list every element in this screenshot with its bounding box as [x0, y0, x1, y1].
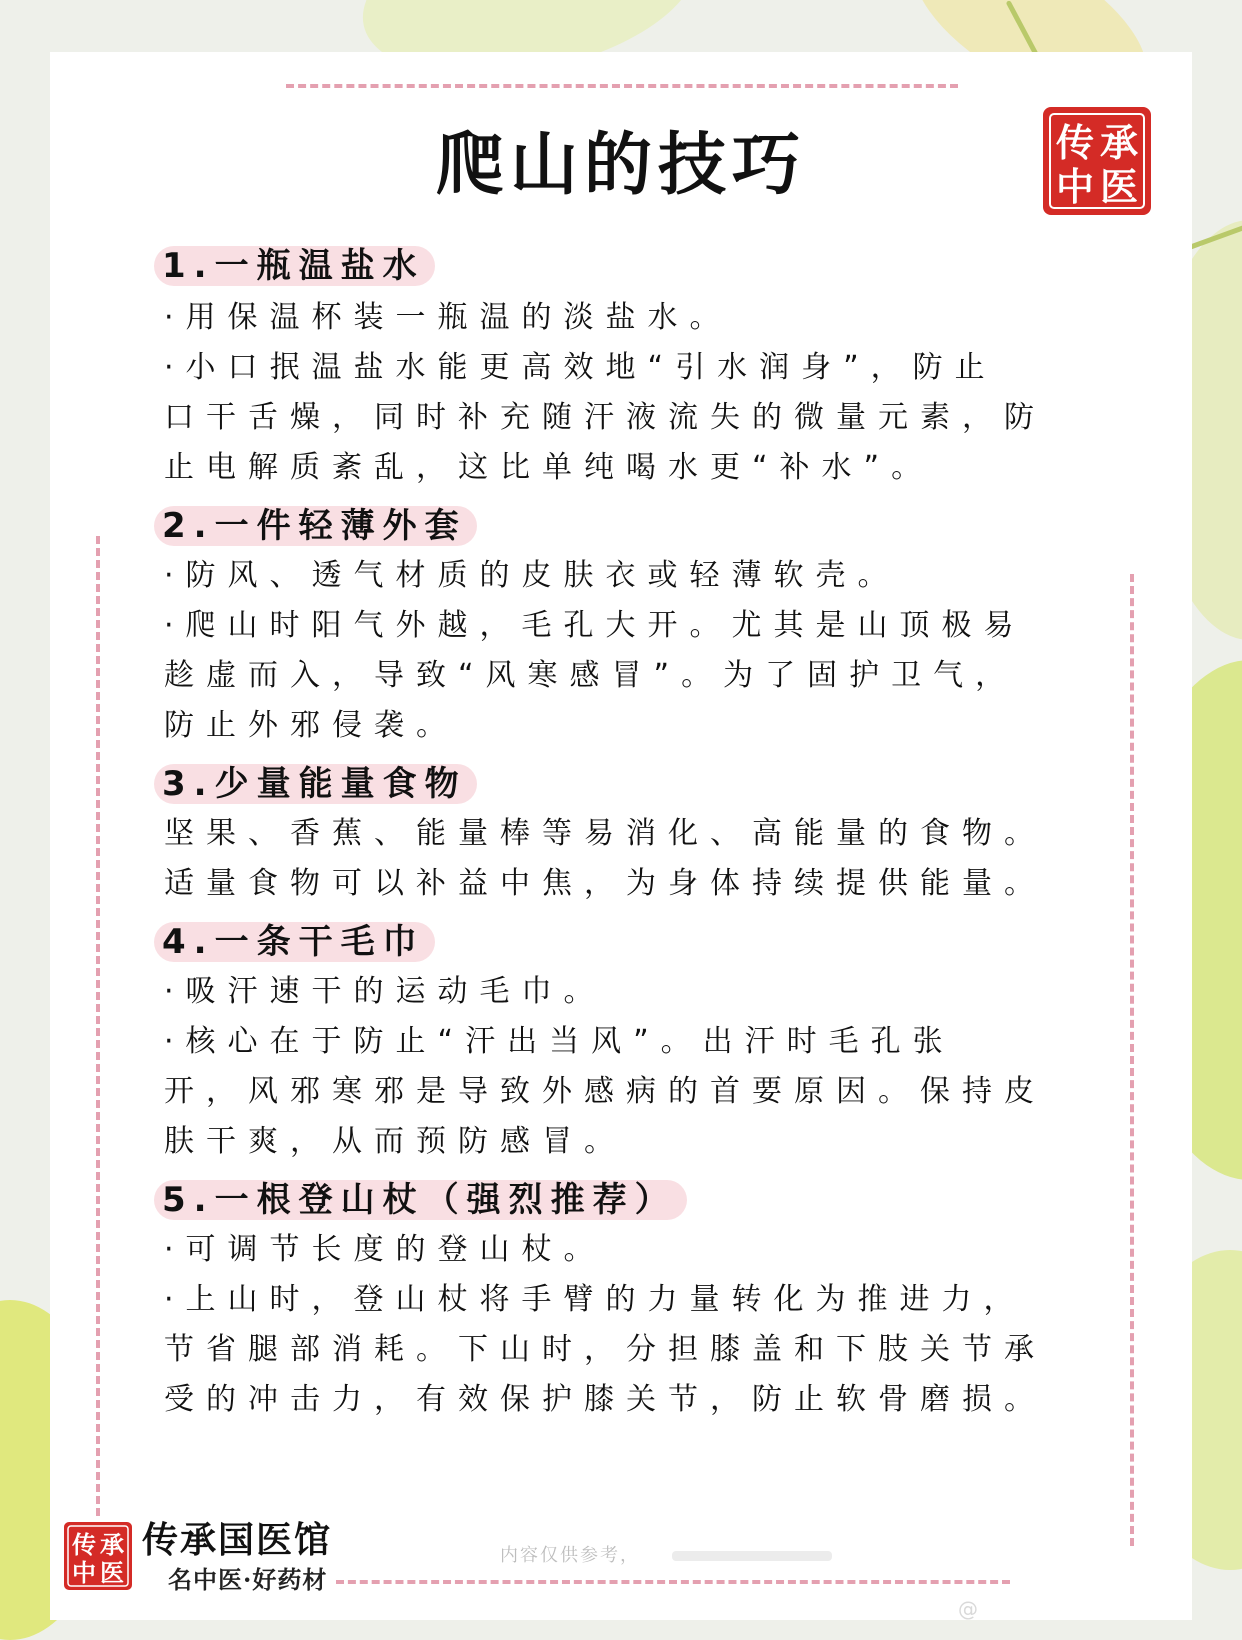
disclaimer-text: 内容仅供参考，: [500, 1545, 640, 1566]
section-line: 止电解质紊乱，这比单纯喝水更“补水”。: [164, 450, 934, 485]
redacted-text: [672, 1551, 832, 1561]
top-dashed-divider: [286, 84, 958, 88]
section-line: 口干舌燥，同时补充随汗液流失的微量元素，防: [164, 400, 1046, 435]
svg-text:中: 中: [1055, 164, 1095, 209]
svg-text:中: 中: [72, 1558, 96, 1587]
section-line: ·防风、透气材质的皮肤衣或轻薄软壳。: [164, 558, 900, 593]
svg-text:医: 医: [100, 1558, 124, 1587]
section-line: 防止外邪侵袭。: [164, 708, 458, 743]
brand-slogan: 名中医·好药材: [168, 1565, 328, 1594]
section-line: ·爬山时阳气外越，毛孔大开。尤其是山顶极易: [164, 608, 1026, 643]
page-title: 爬山的技巧: [435, 126, 806, 205]
section-heading: 3.少量能量食物: [154, 764, 477, 804]
section-heading: 1.一瓶温盐水: [154, 246, 435, 286]
section-heading: 2.一件轻薄外套: [154, 506, 477, 546]
section-line: 适量食物可以补益中焦，为身体持续提供能量。: [164, 866, 1046, 901]
section-line: ·上山时，登山杖将手臂的力量转化为推进力，: [164, 1282, 1026, 1317]
section-heading: 5.一根登山杖（强烈推荐）: [154, 1180, 687, 1220]
left-dashed-border: [96, 536, 100, 1516]
svg-text:传: 传: [1055, 120, 1095, 165]
section-line: ·用保温杯装一瓶温的淡盐水。: [164, 300, 732, 335]
brand-seal-logo: [62, 1520, 134, 1592]
section-line: ·吸汗速干的运动毛巾。: [164, 974, 606, 1009]
section-line: ·可调节长度的登山杖。: [164, 1232, 606, 1267]
section-line: ·核心在于防止“汗出当风”。出汗时毛孔张: [164, 1024, 955, 1059]
section-line: 受的冲击力，有效保护膝关节，防止软骨磨损。: [164, 1382, 1046, 1417]
section-line: 趁虚而入，导致“风寒感冒”。为了固护卫气，: [164, 658, 1018, 693]
section-line: ·小口抿温盐水能更高效地“引水润身”，防止: [164, 350, 997, 385]
section-line: 肤干爽，从而预防感冒。: [164, 1124, 626, 1159]
section-line: 坚果、香蕉、能量棒等易消化、高能量的食物。: [164, 816, 1046, 851]
svg-text:承: 承: [1099, 120, 1139, 165]
brand-name: 传承国医馆: [142, 1519, 333, 1561]
right-dashed-border: [1130, 574, 1134, 1546]
section-line: 开，风邪寒邪是导致外感病的首要原因。保持皮: [164, 1074, 1046, 1109]
svg-text:传: 传: [72, 1530, 96, 1559]
seal-logo: [1040, 104, 1154, 218]
section-heading: 4.一条干毛巾: [154, 922, 435, 962]
svg-text:医: 医: [1099, 164, 1139, 209]
watermark: @: [958, 1597, 979, 1621]
svg-text:承: 承: [100, 1530, 124, 1559]
bottom-dashed-divider: [336, 1580, 1010, 1584]
section-line: 节省腿部消耗。下山时，分担膝盖和下肢关节承: [164, 1332, 1046, 1367]
